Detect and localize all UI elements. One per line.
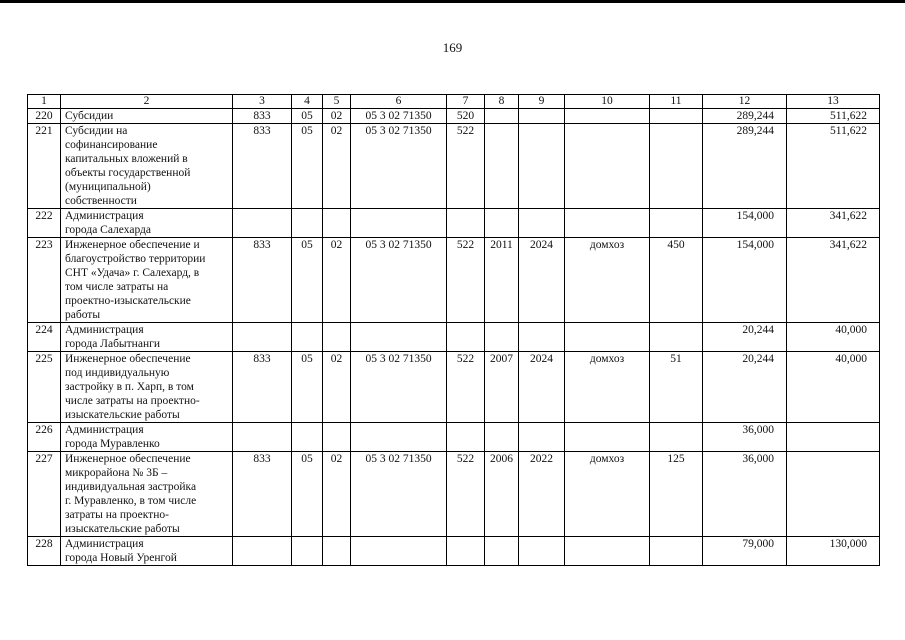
cell-c10: домхоз <box>565 352 650 423</box>
cell-c13: 511,622 <box>787 124 880 209</box>
description-line: собственности <box>65 195 137 207</box>
cell-c6 <box>351 323 447 352</box>
row-number: 222 <box>28 209 61 238</box>
description-line: изыскательские работы <box>65 409 180 421</box>
cell-c9 <box>519 124 565 209</box>
cell-c13: 40,000 <box>787 323 880 352</box>
cell-c12: 20,244 <box>703 352 787 423</box>
cell-c9 <box>519 109 565 124</box>
row-description <box>61 209 233 238</box>
cell-c5 <box>323 323 351 352</box>
cell-c7: 522 <box>447 238 485 323</box>
cell-c5: 02 <box>323 452 351 537</box>
cell-c6: 05 3 02 71350 <box>351 452 447 537</box>
cell-c12: 154,000 <box>703 209 787 238</box>
row-description <box>61 423 233 452</box>
description-line: Администрация <box>65 210 144 222</box>
column-header: 9 <box>519 95 565 109</box>
cell-c7: 520 <box>447 109 485 124</box>
cell-c6 <box>351 537 447 566</box>
cell-c13: 130,000 <box>787 537 880 566</box>
cell-c12: 36,000 <box>703 452 787 537</box>
description-line: капитальных вложений в <box>65 153 188 165</box>
cell-c12: 289,244 <box>703 124 787 209</box>
cell-c4 <box>292 323 323 352</box>
cell-c12: 20,244 <box>703 323 787 352</box>
row-number: 223 <box>28 238 61 323</box>
cell-c3: 833 <box>233 352 292 423</box>
cell-c8: 2006 <box>485 452 519 537</box>
description-line: застройку в п. Харп, в том <box>65 381 194 393</box>
cell-c10 <box>565 209 650 238</box>
cell-c7: 522 <box>447 352 485 423</box>
row-description <box>61 124 233 209</box>
description-line: (муниципальной) <box>65 181 151 193</box>
column-header: 1 <box>28 95 61 109</box>
cell-c10 <box>565 423 650 452</box>
cell-c5 <box>323 423 351 452</box>
row-number: 227 <box>28 452 61 537</box>
description-line: города Салехарда <box>65 224 152 236</box>
description-line: затраты на проектно- <box>65 509 169 521</box>
cell-c3 <box>233 323 292 352</box>
cell-c5: 02 <box>323 109 351 124</box>
cell-c3: 833 <box>233 238 292 323</box>
cell-c8 <box>485 537 519 566</box>
column-header: 11 <box>650 95 703 109</box>
cell-c4 <box>292 423 323 452</box>
column-header: 12 <box>703 95 787 109</box>
table-row <box>28 452 880 537</box>
row-description <box>61 109 233 124</box>
cell-c12: 289,244 <box>703 109 787 124</box>
column-header: 5 <box>323 95 351 109</box>
cell-c13: 341,622 <box>787 209 880 238</box>
cell-c10 <box>565 109 650 124</box>
cell-c11: 51 <box>650 352 703 423</box>
description-line: города Новый Уренгой <box>65 552 177 564</box>
cell-c4 <box>292 209 323 238</box>
column-header: 8 <box>485 95 519 109</box>
cell-c11 <box>650 109 703 124</box>
row-description <box>61 352 233 423</box>
cell-c9: 2024 <box>519 238 565 323</box>
description-line: том числе затраты на <box>65 281 169 293</box>
table-row <box>28 209 880 238</box>
cell-c5: 02 <box>323 238 351 323</box>
cell-c13: 341,622 <box>787 238 880 323</box>
cell-c6: 05 3 02 71350 <box>351 109 447 124</box>
table-row <box>28 124 880 209</box>
description-line: Администрация <box>65 324 144 336</box>
cell-c4: 05 <box>292 124 323 209</box>
cell-c4 <box>292 537 323 566</box>
description-line: Субсидии на <box>65 125 128 137</box>
cell-c5: 02 <box>323 124 351 209</box>
description-line: изыскательские работы <box>65 523 180 535</box>
cell-c7 <box>447 323 485 352</box>
cell-c8 <box>485 124 519 209</box>
top-rule <box>0 0 905 3</box>
cell-c6 <box>351 209 447 238</box>
cell-c11 <box>650 209 703 238</box>
cell-c10: домхоз <box>565 238 650 323</box>
description-line: благоустройство территории <box>65 253 206 265</box>
description-line: проектно-изыскательские <box>65 295 191 307</box>
cell-c11 <box>650 323 703 352</box>
description-line: индивидуальная застройка <box>65 481 197 493</box>
cell-c12: 79,000 <box>703 537 787 566</box>
description-line: Инженерное обеспечение <box>65 353 191 365</box>
cell-c13 <box>787 423 880 452</box>
row-number: 224 <box>28 323 61 352</box>
row-description <box>61 323 233 352</box>
cell-c10 <box>565 124 650 209</box>
cell-c13 <box>787 452 880 537</box>
table-row <box>28 238 880 323</box>
description-line: города Лабытнанги <box>65 338 160 350</box>
column-header: 4 <box>292 95 323 109</box>
cell-c9: 2024 <box>519 352 565 423</box>
cell-c12: 36,000 <box>703 423 787 452</box>
cell-c8: 2011 <box>485 238 519 323</box>
cell-c6: 05 3 02 71350 <box>351 238 447 323</box>
cell-c9 <box>519 423 565 452</box>
cell-c11: 450 <box>650 238 703 323</box>
cell-c10 <box>565 323 650 352</box>
table-row <box>28 423 880 452</box>
row-number: 221 <box>28 124 61 209</box>
cell-c8: 2007 <box>485 352 519 423</box>
description-line: Инженерное обеспечение и <box>65 239 200 251</box>
cell-c3 <box>233 209 292 238</box>
cell-c5 <box>323 537 351 566</box>
cell-c3: 833 <box>233 124 292 209</box>
description-line: города Муравленко <box>65 438 160 450</box>
description-line: г. Муравленко, в том числе <box>65 495 197 507</box>
cell-c6: 05 3 02 71350 <box>351 352 447 423</box>
column-header: 3 <box>233 95 292 109</box>
cell-c4: 05 <box>292 109 323 124</box>
cell-c9 <box>519 209 565 238</box>
description-line: Субсидии <box>65 110 114 122</box>
cell-c3: 833 <box>233 452 292 537</box>
row-number: 228 <box>28 537 61 566</box>
cell-c10 <box>565 537 650 566</box>
column-header: 13 <box>787 95 880 109</box>
cell-c9: 2022 <box>519 452 565 537</box>
description-line: софинансирование <box>65 139 158 151</box>
description-line: числе затраты на проектно- <box>65 395 200 407</box>
description-line: Инженерное обеспечение <box>65 453 191 465</box>
cell-c8 <box>485 423 519 452</box>
cell-c13: 40,000 <box>787 352 880 423</box>
cell-c5 <box>323 209 351 238</box>
cell-c7 <box>447 537 485 566</box>
table-row <box>28 323 880 352</box>
table-row <box>28 109 880 124</box>
description-line: объекты государственной <box>65 167 191 179</box>
description-line: работы <box>65 309 101 321</box>
description-line: СНТ «Удача» г. Салехард, в <box>65 267 200 279</box>
description-line: микрорайона № 3Б – <box>65 467 168 479</box>
cell-c8 <box>485 109 519 124</box>
column-header: 6 <box>351 95 447 109</box>
row-description <box>61 452 233 537</box>
cell-c6: 05 3 02 71350 <box>351 124 447 209</box>
column-header: 7 <box>447 95 485 109</box>
cell-c12: 154,000 <box>703 238 787 323</box>
cell-c4: 05 <box>292 352 323 423</box>
table-row <box>28 537 880 566</box>
cell-c9 <box>519 323 565 352</box>
row-number: 225 <box>28 352 61 423</box>
cell-c4: 05 <box>292 238 323 323</box>
page-number: 169 <box>442 40 463 55</box>
cell-c7 <box>447 209 485 238</box>
cell-c8 <box>485 209 519 238</box>
cell-c7: 522 <box>447 124 485 209</box>
cell-c5: 02 <box>323 352 351 423</box>
description-line: Администрация <box>65 538 144 550</box>
cell-c8 <box>485 323 519 352</box>
cell-c4: 05 <box>292 452 323 537</box>
row-description <box>61 537 233 566</box>
cell-c11: 125 <box>650 452 703 537</box>
description-line: под индивидуальную <box>65 367 170 379</box>
row-number: 220 <box>28 109 61 124</box>
column-header: 10 <box>565 95 650 109</box>
column-header: 2 <box>61 95 233 109</box>
cell-c6 <box>351 423 447 452</box>
row-description <box>61 238 233 323</box>
cell-c3 <box>233 537 292 566</box>
table-row <box>28 352 880 423</box>
cell-c13: 511,622 <box>787 109 880 124</box>
cell-c11 <box>650 124 703 209</box>
cell-c3 <box>233 423 292 452</box>
budget-table <box>27 94 880 566</box>
header-row <box>28 95 880 109</box>
cell-c10: домхоз <box>565 452 650 537</box>
cell-c3: 833 <box>233 109 292 124</box>
cell-c11 <box>650 423 703 452</box>
cell-c9 <box>519 537 565 566</box>
cell-c7: 522 <box>447 452 485 537</box>
cell-c7 <box>447 423 485 452</box>
row-number: 226 <box>28 423 61 452</box>
description-line: Администрация <box>65 424 144 436</box>
cell-c11 <box>650 537 703 566</box>
